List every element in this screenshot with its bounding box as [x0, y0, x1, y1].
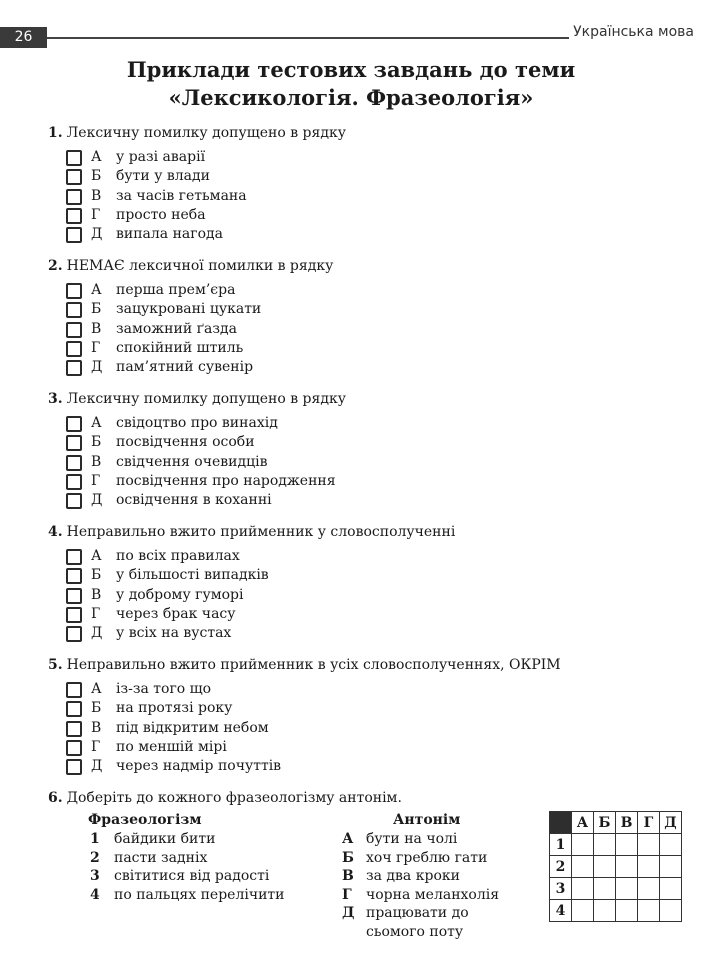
option-text: із-за того що	[116, 681, 212, 697]
grid-answer-cell[interactable]	[638, 856, 660, 878]
option-text: через надмір почуттів	[116, 758, 282, 775]
question-number: 2.	[48, 258, 63, 274]
antonym-heading: Антонім	[393, 812, 461, 828]
grid-column-header: В	[616, 812, 638, 834]
item-letter: Д	[342, 905, 355, 921]
question-prompt: Лексичну помилку допущено в рядку	[66, 391, 346, 407]
item-number: 2	[90, 849, 100, 866]
option-letter: В	[91, 586, 102, 603]
option-letter: А	[91, 548, 102, 564]
question-text	[48, 390, 346, 408]
option-letter: Д	[91, 359, 103, 376]
question-prompt: Неправильно вжито прийменник в усіх словосполученнях, ОКРІМ	[66, 657, 561, 673]
grid-answer-cell[interactable]	[616, 878, 638, 900]
item-text: пасти задніх	[114, 849, 208, 866]
option-letter: В	[91, 320, 102, 337]
question-number: 1.	[48, 125, 63, 141]
item-letter: Г	[342, 886, 352, 903]
option-letter: Б	[91, 301, 102, 318]
option-letter: В	[91, 719, 102, 736]
answer-checkbox[interactable]	[66, 493, 82, 509]
question-text	[48, 124, 346, 142]
item-text: працювати до	[366, 905, 469, 921]
grid-row-header: 4	[550, 900, 572, 922]
option-text: за часів гетьмана	[116, 187, 247, 204]
option-letter: В	[91, 453, 102, 470]
answer-checkbox[interactable]	[66, 549, 82, 565]
option-letter: Б	[91, 434, 102, 451]
item-text-continued: сьомого поту	[366, 924, 464, 940]
item-text: бути на чолі	[366, 831, 458, 847]
answer-checkbox[interactable]	[66, 322, 82, 338]
question-text	[48, 523, 455, 541]
answer-checkbox[interactable]	[66, 474, 82, 490]
question-number: 3.	[48, 391, 63, 407]
grid-answer-cell[interactable]	[616, 900, 638, 922]
option-letter: А	[91, 149, 102, 165]
grid-column-header: Г	[638, 812, 660, 834]
grid-answer-cell[interactable]	[594, 834, 616, 856]
option-text: просто неба	[116, 206, 206, 223]
option-text: свідчення очевидців	[116, 453, 268, 470]
grid-answer-cell[interactable]	[660, 856, 682, 878]
title-line-1: Приклади тестових завдань до теми	[126, 57, 576, 82]
option-text: у більшості випадків	[116, 567, 269, 584]
grid-answer-cell[interactable]	[638, 834, 660, 856]
grid-answer-cell[interactable]	[660, 900, 682, 922]
grid-answer-cell[interactable]	[572, 900, 594, 922]
option-letter: Д	[91, 226, 103, 243]
item-text: по пальцях перелічити	[114, 886, 285, 903]
option-letter: Г	[91, 738, 101, 755]
item-number: 4	[90, 886, 100, 903]
answer-checkbox[interactable]	[66, 455, 82, 471]
option-text: у разі аварії	[116, 149, 206, 165]
item-letter: Б	[342, 849, 354, 866]
answer-checkbox[interactable]	[66, 435, 82, 451]
option-letter: А	[91, 282, 102, 298]
grid-answer-cell[interactable]	[594, 856, 616, 878]
option-text: освідчення в коханні	[116, 492, 272, 509]
answer-checkbox[interactable]	[66, 169, 82, 185]
answer-checkbox[interactable]	[66, 302, 82, 318]
answer-checkbox[interactable]	[66, 360, 82, 376]
item-text: байдики бити	[114, 831, 216, 847]
grid-answer-cell[interactable]	[594, 878, 616, 900]
grid-answer-cell[interactable]	[638, 878, 660, 900]
item-number: 3	[90, 868, 100, 884]
item-letter: В	[342, 868, 354, 884]
answer-checkbox[interactable]	[66, 721, 82, 737]
item-text: чорна меланхолія	[366, 886, 500, 903]
option-letter: В	[91, 187, 102, 204]
option-letter: Г	[91, 339, 101, 356]
answer-checkbox[interactable]	[66, 607, 82, 623]
answer-checkbox[interactable]	[66, 208, 82, 224]
option-letter: Г	[91, 206, 101, 223]
option-text: на протязі року	[116, 700, 233, 717]
question-number: 6.	[48, 790, 63, 806]
grid-column-header: Д	[660, 812, 682, 834]
option-text: у доброму гуморі	[116, 586, 244, 603]
option-text: перша прем’єра	[116, 282, 236, 298]
question-number: 5.	[48, 657, 63, 673]
option-letter: Д	[91, 758, 103, 775]
grid-answer-cell[interactable]	[616, 834, 638, 856]
option-text: пам’ятний сувенір	[116, 359, 254, 376]
grid-answer-cell[interactable]	[572, 856, 594, 878]
option-text: зацукровані цукати	[116, 301, 262, 318]
option-text: через брак часу	[116, 605, 236, 622]
question-text	[48, 257, 333, 275]
item-text: хоч греблю гати	[366, 849, 488, 866]
grid-answer-cell[interactable]	[660, 878, 682, 900]
grid-column-header: А	[572, 812, 594, 834]
grid-answer-cell[interactable]	[572, 878, 594, 900]
answer-checkbox[interactable]	[66, 759, 82, 775]
option-text: під відкритим небом	[116, 719, 269, 736]
option-text: спокійний штиль	[116, 339, 244, 356]
answer-checkbox[interactable]	[66, 682, 82, 698]
answer-checkbox[interactable]	[66, 189, 82, 205]
option-text: свідоцтво про винахід	[116, 415, 278, 431]
answer-grid	[549, 811, 682, 922]
page-number: 26	[0, 27, 47, 48]
option-text: посвідчення особи	[116, 434, 255, 451]
page-header	[0, 24, 702, 50]
phraseologism-heading: Фразеологізм	[88, 812, 202, 828]
item-number: 1	[90, 831, 100, 847]
option-text: заможний ґазда	[116, 320, 237, 337]
question-prompt: Неправильно вжито прийменник у словосполученні	[66, 524, 456, 540]
option-letter: А	[91, 415, 102, 431]
answer-checkbox[interactable]	[66, 150, 82, 166]
question-prompt: Лексичну помилку допущено в рядку	[66, 125, 346, 141]
option-letter: Б	[91, 700, 102, 717]
grid-answer-cell[interactable]	[616, 856, 638, 878]
option-letter: Г	[91, 472, 101, 489]
grid-row-header: 1	[550, 834, 572, 856]
title-line-2: «Лексикологія. Фразеологія»	[168, 85, 534, 110]
answer-checkbox[interactable]	[66, 588, 82, 604]
option-text: випала нагода	[116, 226, 223, 243]
answer-checkbox[interactable]	[66, 568, 82, 584]
option-text: у всіх на вустах	[116, 625, 232, 642]
grid-answer-cell[interactable]	[638, 900, 660, 922]
answer-checkbox[interactable]	[66, 227, 82, 243]
page-title	[0, 56, 702, 112]
question-prompt: НЕМАЄ лексичної помилки в рядку	[66, 258, 334, 274]
grid-answer-cell[interactable]	[660, 834, 682, 856]
option-letter: А	[91, 681, 102, 697]
option-text: посвідчення про народження	[116, 472, 336, 489]
grid-corner	[550, 812, 572, 834]
grid-answer-cell[interactable]	[594, 900, 616, 922]
item-letter: А	[342, 831, 354, 847]
grid-row-header: 3	[550, 878, 572, 900]
option-text: по всіх правилах	[116, 548, 240, 564]
answer-checkbox[interactable]	[66, 740, 82, 756]
option-letter: Г	[91, 605, 101, 622]
answer-checkbox[interactable]	[66, 701, 82, 717]
item-text: світитися від радості	[114, 868, 270, 884]
option-text: бути у влади	[116, 168, 210, 185]
header-rule	[47, 37, 569, 39]
answer-checkbox[interactable]	[66, 283, 82, 299]
option-text: по меншій мірі	[116, 738, 227, 755]
item-text: за два кроки	[366, 868, 460, 884]
answer-checkbox[interactable]	[66, 341, 82, 357]
subject-title: Українська мова	[573, 24, 694, 40]
option-letter: Б	[91, 168, 102, 185]
question-prompt: Доберіть до кожного фразеологізму антонім.	[66, 790, 402, 806]
answer-checkbox[interactable]	[66, 626, 82, 642]
question-text	[48, 789, 402, 807]
option-letter: Д	[91, 625, 103, 642]
grid-answer-cell[interactable]	[572, 834, 594, 856]
option-letter: Б	[91, 567, 102, 584]
question-text	[48, 656, 561, 674]
answer-checkbox[interactable]	[66, 416, 82, 432]
grid-column-header: Б	[594, 812, 616, 834]
question-number: 4.	[48, 524, 63, 540]
option-letter: Д	[91, 492, 103, 509]
grid-row-header: 2	[550, 856, 572, 878]
